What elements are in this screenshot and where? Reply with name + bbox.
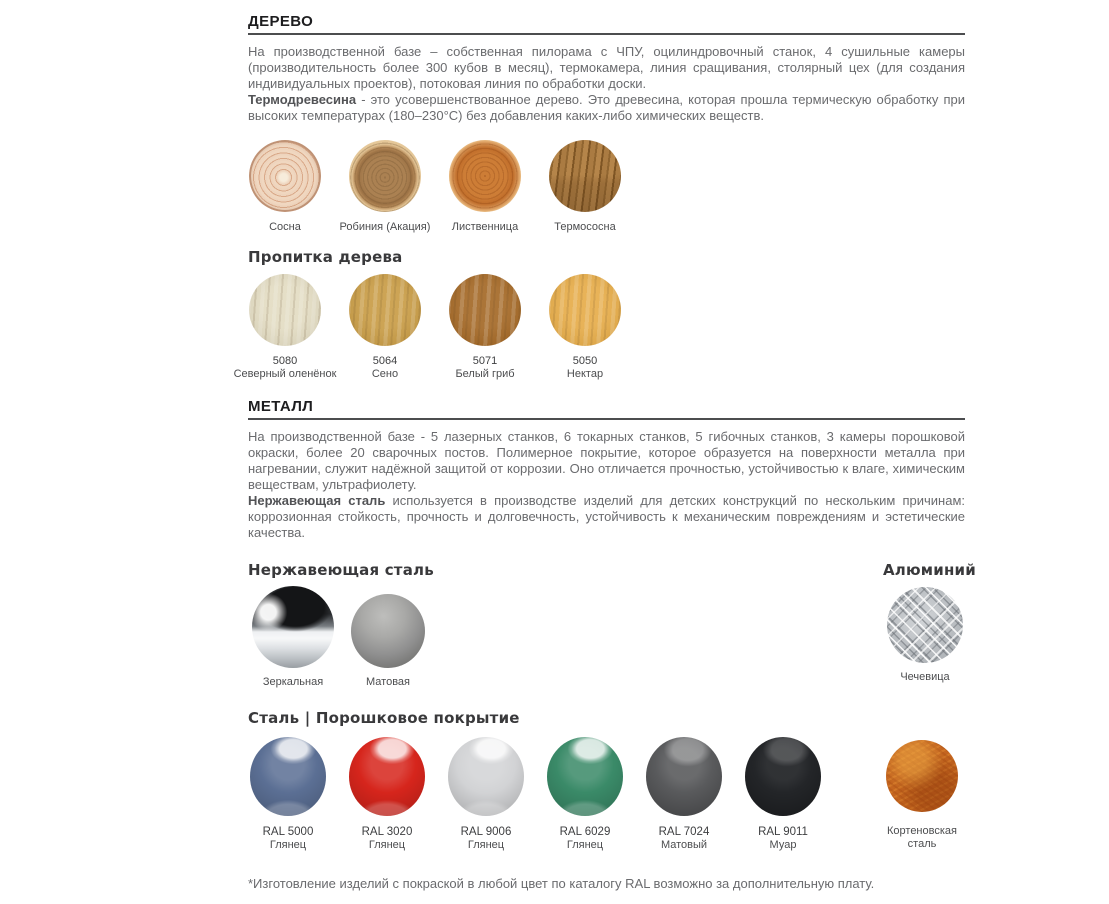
wood-sample-robinia xyxy=(339,140,431,234)
impregnation-code: 5080 xyxy=(272,355,298,367)
color-sphere xyxy=(448,737,524,816)
powder-sample-corten xyxy=(880,737,964,851)
powder-sample-ral3020 xyxy=(349,737,425,852)
impregnation-sample-label xyxy=(429,355,541,381)
color-sphere xyxy=(250,737,326,816)
stainless-sample-label: Зеркальная xyxy=(262,676,324,688)
color-sphere xyxy=(745,737,821,816)
thermopine-slice-image xyxy=(549,140,621,212)
wood-section-title: ДЕРЕВО xyxy=(248,13,314,30)
impregnation-name: Северный оленёнок xyxy=(233,368,337,380)
color-swatch xyxy=(249,274,321,346)
metal-paragraph-1 xyxy=(248,429,965,493)
powder-sample-label xyxy=(349,826,425,852)
color-sphere xyxy=(349,737,425,816)
stainless-title: Нержавеющая сталь xyxy=(248,561,434,579)
powder-sample-ral6029 xyxy=(547,737,623,852)
wood-sample-larch xyxy=(449,140,521,234)
ral-code: RAL 6029 xyxy=(559,826,611,838)
impregnation-sample-5050 xyxy=(549,274,621,381)
ral-code: RAL 9011 xyxy=(758,826,808,838)
wood-sample-thermopine xyxy=(549,140,621,234)
stainless-samples-row xyxy=(252,586,965,689)
ral-finish: Глянец xyxy=(368,839,406,851)
impregnation-name: Нектар xyxy=(566,368,604,380)
footnote: *Изготовление изделий с покраской в любой цвет по каталогу RAL возможно за дополнительную плату. xyxy=(248,876,875,891)
wood-paragraph-2-text: - это усовершенствованное дерево. Это древесина, которая прошла термическую обработку при высоких температурах (180–230°C) без добавления каких-либо химических веществ. xyxy=(248,92,965,123)
ral-finish: Матовый xyxy=(660,839,708,851)
powder-sample-ral5000 xyxy=(250,737,326,852)
wood-sample-label: Сосна xyxy=(269,221,301,233)
robinia-slice-image xyxy=(349,140,421,212)
stainless-sample-mirror xyxy=(252,586,334,689)
powder-sample-label xyxy=(547,826,623,852)
impregnation-sample-5080 xyxy=(233,274,337,381)
mirror-steel-sphere-image xyxy=(252,586,334,668)
wood-sample-pine xyxy=(249,140,321,234)
impregnation-title: Пропитка дерева xyxy=(248,248,403,266)
impregnation-code: 5064 xyxy=(372,355,398,367)
impregnation-code: 5071 xyxy=(472,355,498,367)
powder-sample-label xyxy=(448,826,524,852)
wood-paragraph-2-lead: Термодревесина xyxy=(248,92,357,107)
impregnation-name: Белый гриб xyxy=(455,368,515,380)
impregnation-samples-row xyxy=(233,274,965,381)
corten-label: Кортеновская сталь xyxy=(887,825,957,850)
ral-code: RAL 3020 xyxy=(361,826,413,838)
impregnation-sample-label xyxy=(229,355,341,381)
powder-sample-label xyxy=(250,826,326,852)
color-sphere xyxy=(646,737,722,816)
larch-slice-image xyxy=(449,140,521,212)
corten-steel-image xyxy=(886,740,958,812)
ral-code: RAL 7024 xyxy=(658,826,710,838)
powder-sample-ral9011 xyxy=(745,737,821,852)
aluminum-sample-label: Чечевица xyxy=(900,671,950,683)
metal-paragraph-2-lead: Нержавеющая сталь xyxy=(248,493,386,508)
stainless-sample-matte xyxy=(351,594,425,689)
color-swatch xyxy=(449,274,521,346)
powder-sample-ral7024 xyxy=(646,737,722,852)
wood-sample-label: Робиния (Акация) xyxy=(339,221,431,233)
matte-steel-sphere-image xyxy=(351,594,425,668)
ral-code: RAL 5000 xyxy=(262,826,314,838)
powder-sample-label xyxy=(745,826,821,852)
powder-sample-label xyxy=(646,826,722,852)
ral-code: RAL 9006 xyxy=(460,826,512,838)
metal-paragraph-2 xyxy=(248,493,965,541)
ral-finish: Глянец xyxy=(269,839,307,851)
catalog-page xyxy=(233,0,976,904)
checker-plate-image xyxy=(887,587,963,663)
wood-sample-label: Термососна xyxy=(554,221,616,233)
impregnation-sample-label xyxy=(329,355,441,381)
ral-finish: Глянец xyxy=(467,839,505,851)
impregnation-sample-label xyxy=(529,355,641,381)
powder-samples-row xyxy=(250,737,965,852)
color-sphere xyxy=(547,737,623,816)
metal-section-title: МЕТАЛЛ xyxy=(248,398,314,415)
impregnation-sample-5071 xyxy=(449,274,521,381)
wood-paragraph-2 xyxy=(248,92,965,124)
powder-sample-ral9006 xyxy=(448,737,524,852)
impregnation-name: Сено xyxy=(371,368,399,380)
color-swatch xyxy=(549,274,621,346)
section-divider xyxy=(248,418,965,420)
wood-paragraph-1-text: На производственной базе – собственная пилорама с ЧПУ, оцилиндровочный станок, 4 сушильные камеры (производительность более 300 кубов в месяц), термокамера, линия сращивания, столярный цех (для создания индивидуальных проектов), потоковая линия по обработки доски. xyxy=(248,44,965,91)
wood-samples-row xyxy=(249,140,965,234)
stainless-aluminum-row xyxy=(248,561,976,689)
section-divider xyxy=(248,33,965,35)
powder-title: Сталь | Порошковое покрытие xyxy=(248,709,520,727)
pine-slice-image xyxy=(249,140,321,212)
ral-finish: Муар xyxy=(769,839,797,851)
stainless-block xyxy=(248,561,976,689)
stainless-sample-label: Матовая xyxy=(366,676,410,688)
aluminum-title: Алюминий xyxy=(883,561,976,579)
wood-paragraph-1 xyxy=(248,44,965,92)
aluminum-block xyxy=(883,561,976,684)
impregnation-code: 5050 xyxy=(572,355,598,367)
metal-paragraph-1-text: На производственной базе - 5 лазерных станков, 6 токарных станков, 5 гибочных станков, 3 камеры порошковой окраски, более 20 сварочных постов. Полимерное покрытие, которое образуется на поверхности металла при нагревании, служит надёжной защитой от коррозии. Оно отличается прочностью, устойчивостью к влаге, химическим веществам, ультрафиолету. xyxy=(248,429,965,492)
metal-paragraph-2-text: используется в производстве изделий для детских конструкций по нескольким причинам: коррозионная стойкость, прочность и долговечность, устойчивость к механическим повреждениям и эстетические качества. xyxy=(248,493,965,540)
impregnation-sample-5064 xyxy=(349,274,421,381)
color-swatch xyxy=(349,274,421,346)
ral-finish: Глянец xyxy=(566,839,604,851)
wood-sample-label: Лиственница xyxy=(451,221,519,233)
